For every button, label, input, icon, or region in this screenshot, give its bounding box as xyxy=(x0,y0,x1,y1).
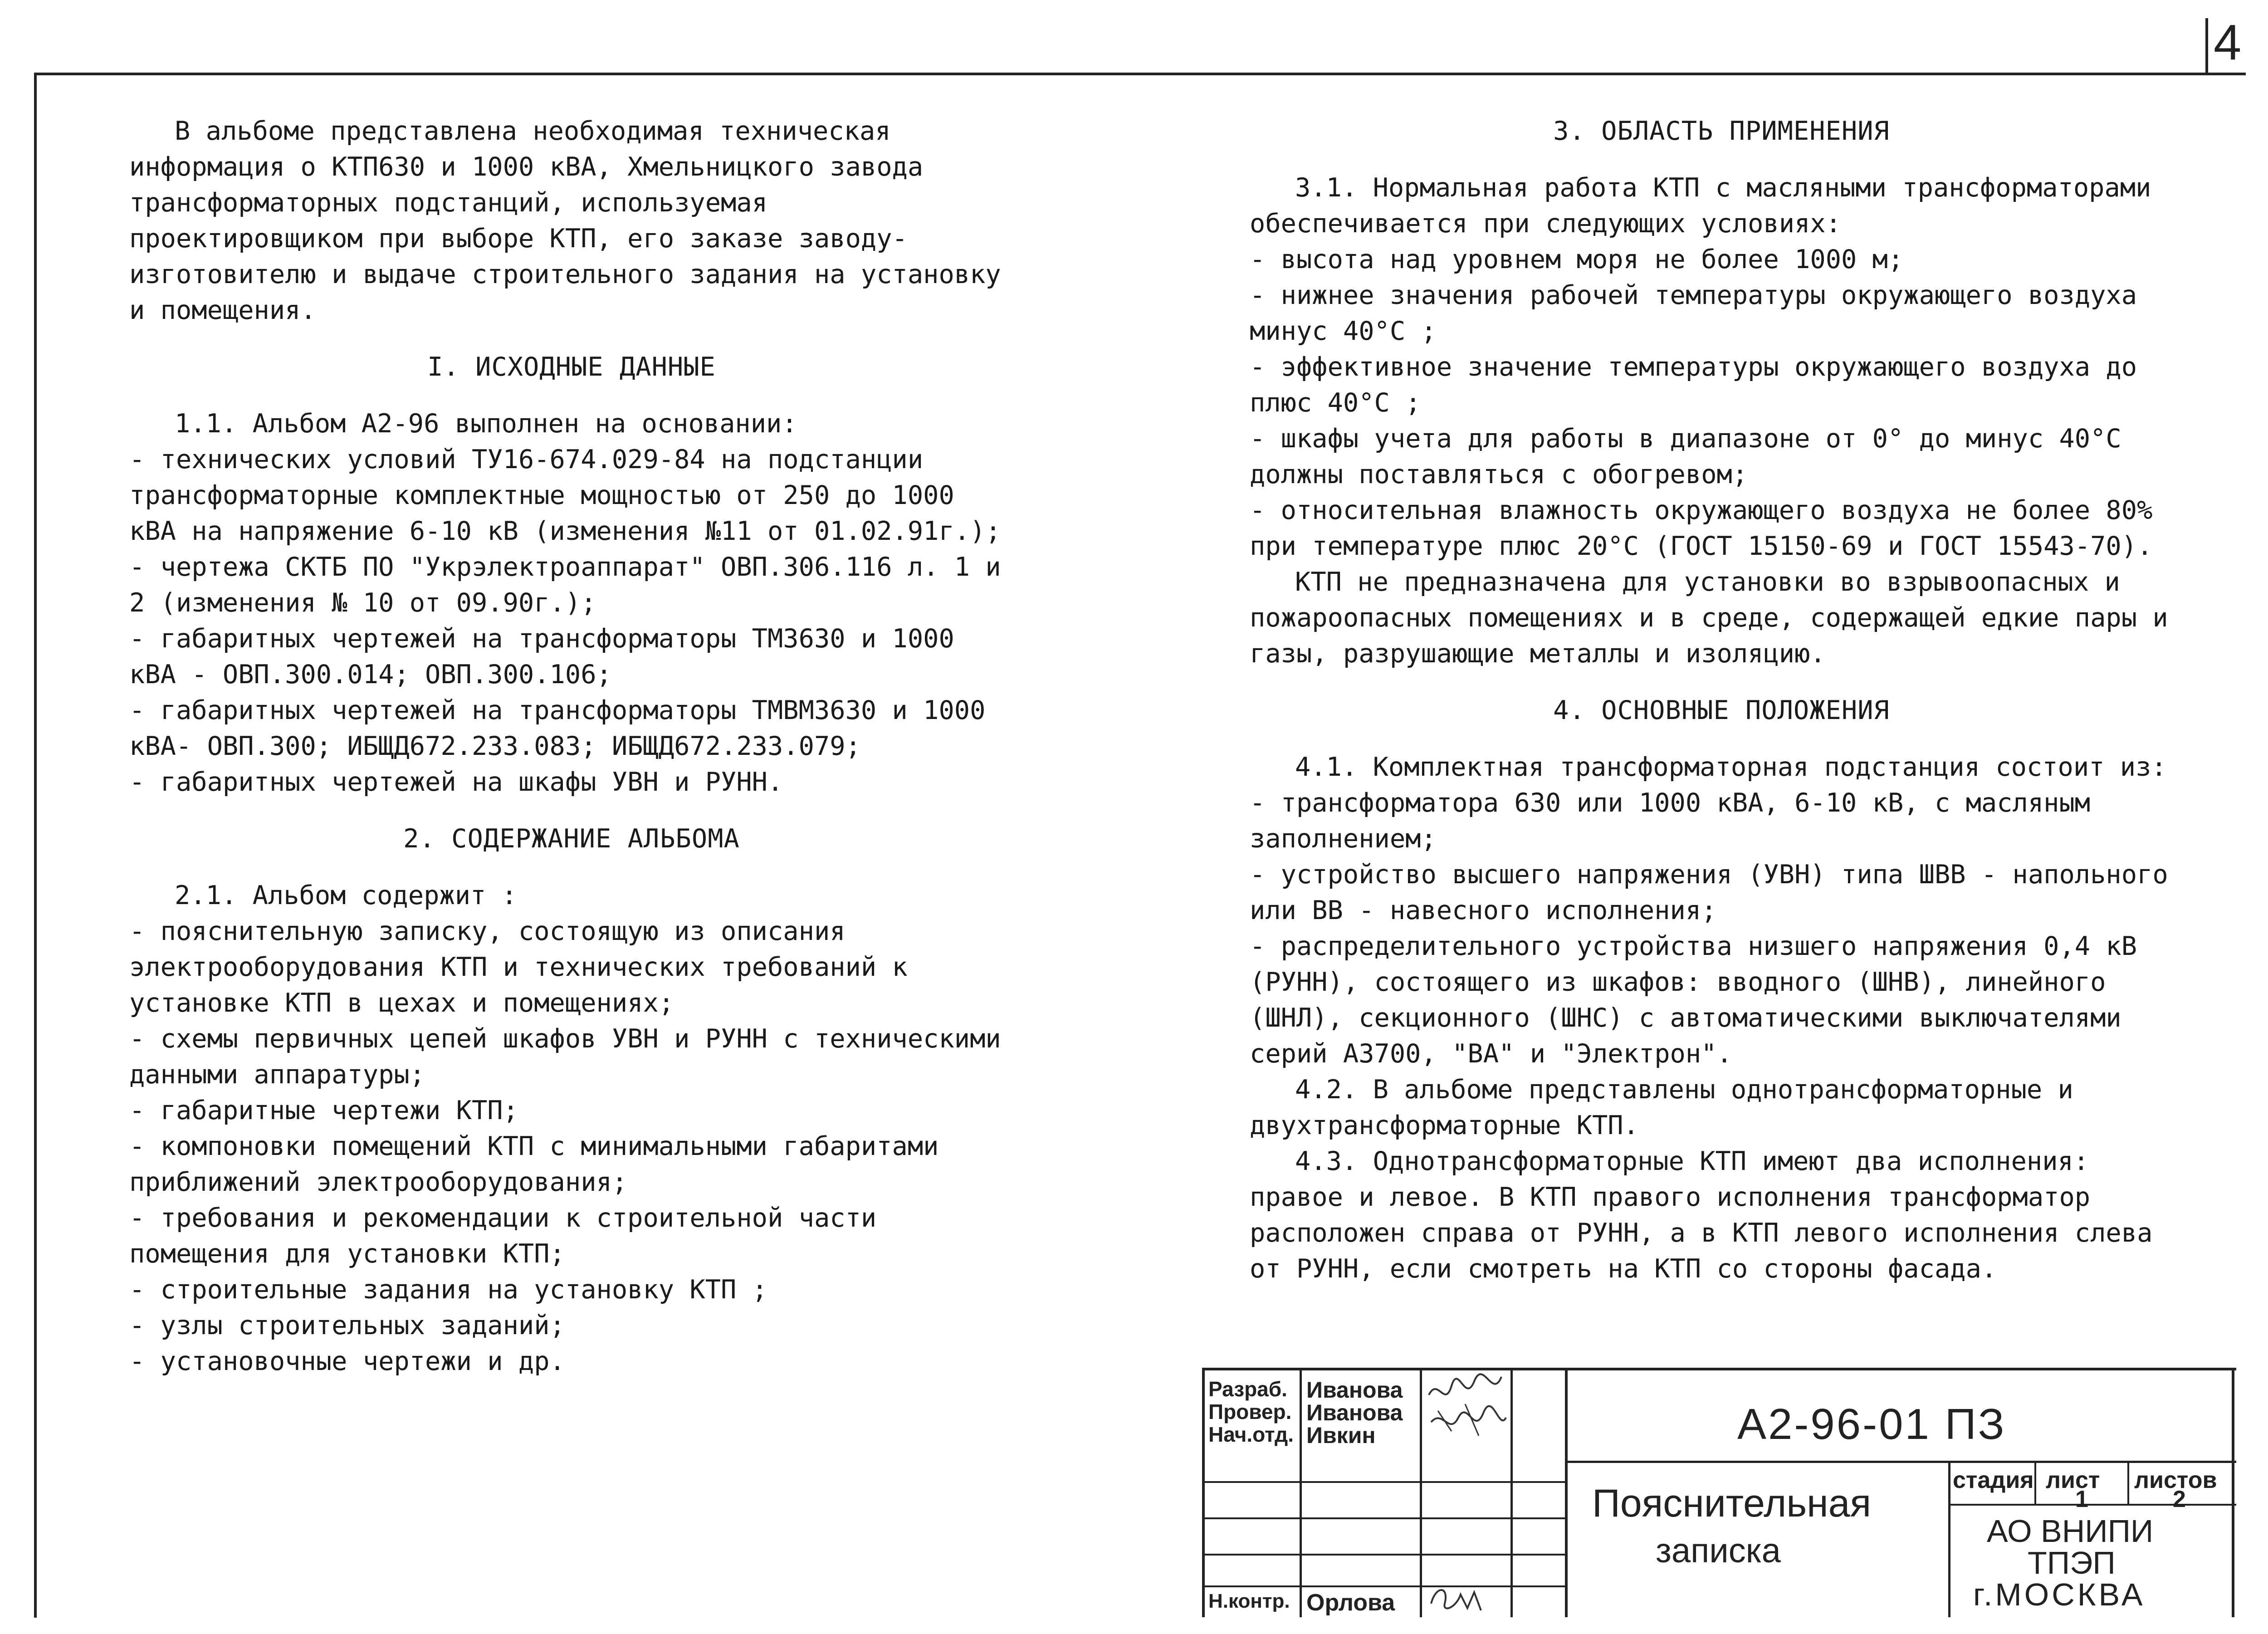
document-designation: А2-96-01 ПЗ xyxy=(1737,1400,2006,1448)
sheets-total: 2 xyxy=(2173,1486,2186,1512)
organization-line2: ТПЭП xyxy=(2028,1545,2116,1580)
sheet-label: лист xyxy=(2046,1467,2100,1493)
list-item: - габаритные чертежи КТП; xyxy=(129,1096,518,1125)
list-item: - чертежа СКТБ ПО "Укрэлектроаппарат" ОВП.306.116 л. 1 и 2 (изменения № 10 от 09.90г.); xyxy=(129,552,1001,618)
list-item: - распределительного устройства низшего напряжения 0,4 кВ (РУНН), состоящего из шкафов: вводного (ШНВ), линейного (ШНЛ), секционного (ШНС) с автоматическими выключателями серий А3700, "ВА" и "Электрон". xyxy=(1250,931,2137,1069)
role-checker: Провер. xyxy=(1208,1400,1292,1424)
right-column xyxy=(1250,113,2193,1287)
list-item: - относительная влажность окружающего воздуха не более 80% при температуре плюс 20°С (ГОСТ 15150-69 и ГОСТ 15543-70). xyxy=(1250,495,2153,561)
clause-3-note: КТП не предназначена для установки во взрывоопасных и пожароопасных помещениях и в среде, содержащей едкие пары и газы, разрушающие металлы и изоляцию. xyxy=(1250,567,2168,669)
section-1-title: I. ИСХОДНЫЕ ДАННЫЕ xyxy=(427,352,716,382)
clause-4-1: 4.1. Комплектная трансформаторная подстанция состоит из: xyxy=(1295,752,2167,782)
clause-4-3: 4.3. Однотрансформаторные КТП имеют два исполнения: правое и левое. В КТП правого исполнения трансформатор расположен справа от РУНН, а в КТП левого исполнения слева от РУНН, если смотреть на КТП со стороны фасада. xyxy=(1250,1146,2153,1284)
clause-4-2: 4.2. В альбоме представлены однотрансформаторные и двухтрансформаторные КТП. xyxy=(1250,1075,2073,1140)
section-2-title: 2. СОДЕРЖАНИЕ АЛЬБОМА xyxy=(403,824,740,854)
name-norm-control: Орлова xyxy=(1306,1590,1395,1616)
list-item: - технических условий ТУ16-674.029-84 на подстанции трансформаторные комплектные мощностью от 250 до 1000 кВА на напряжение 6-10 кВ (изменения №11 от 01.02.91г.); xyxy=(129,445,1001,546)
list-item: - устройство высшего напряжения (УВН) типа ШВВ - напольного или ВВ - навесного исполнения; xyxy=(1250,860,2168,925)
name-dept-head: Ивкин xyxy=(1306,1423,1376,1448)
clause-2-1: 2.1. Альбом содержит : xyxy=(175,881,517,910)
list-item: - пояснительную записку, состоящую из описания электрооборудования КТП и технических требований к установке КТП в цехах и помещениях; xyxy=(129,916,908,1018)
intro-paragraph: В альбоме представлена необходимая техническая информация о КТП630 и 1000 кВА, Хмельницкого завода трансформаторных подстанций, используемая проектировщиком при выборе КТП, его заказе заводу-изготовителю и выдаче строительного задания на установку и помещения. xyxy=(129,116,1001,325)
section-3-title: 3. ОБЛАСТЬ ПРИМЕНЕНИЯ xyxy=(1553,116,1890,146)
document-title-line2: записка xyxy=(1656,1531,1781,1570)
list-item: - трансформатора 630 или 1000 кВА, 6-10 кВ, с масляным заполнением; xyxy=(1250,788,2091,854)
list-item: - компоновки помещений КТП с минимальными габаритами приближений электрооборудования; xyxy=(129,1131,939,1197)
organization-city: г.МОСКВА xyxy=(1973,1577,2146,1612)
sheet-number: 1 xyxy=(2075,1486,2088,1512)
list-item: - нижнее значения рабочей температуры окружающего воздуха минус 40°С ; xyxy=(1250,280,2137,346)
page-number: 4 xyxy=(2214,15,2242,70)
section-4-title: 4. ОСНОВНЫЕ ПОЛОЖЕНИЯ xyxy=(1553,695,1890,725)
name-developer: Иванова xyxy=(1306,1377,1403,1403)
list-item: - строительные задания на установку КТП ; xyxy=(129,1275,767,1305)
title-block xyxy=(1202,1368,2236,1617)
clause-3-1: 3.1. Нормальная работа КТП с масляными трансформаторами обеспечивается при следующих условиях: xyxy=(1250,173,2151,239)
list-item: - габаритных чертежей на трансформаторы ТМВМЗ630 и 1000 кВА- ОВП.300; ИБЩД672.233.083; ИБЩД672.233.079; xyxy=(129,695,986,761)
role-dept-head: Нач.отд. xyxy=(1208,1423,1294,1446)
organization-line1: АО ВНИПИ xyxy=(1987,1513,2154,1549)
role-norm-control: Н.контр. xyxy=(1208,1590,1290,1612)
list-item: - эффективное значение температуры окружающего воздуха до плюс 40°С ; xyxy=(1250,352,2137,418)
list-item: - габаритных чертежей на трансформаторы ТМЗ630 и 1000 кВА - ОВП.300.014; ОВП.300.106; xyxy=(129,624,954,690)
sheets-label: листов xyxy=(2134,1467,2217,1493)
list-item: - узлы строительных заданий; xyxy=(129,1311,565,1340)
list-item: - габаритных чертежей на шкафы УВН и РУНН. xyxy=(129,767,783,797)
stage-label: стадия xyxy=(1953,1467,2034,1493)
list-item: - схемы первичных цепей шкафов УВН и РУНН с техническими данными аппаратуры; xyxy=(129,1024,1001,1090)
list-item: - высота над уровнем моря не более 1000 м; xyxy=(1250,245,1904,274)
list-item: - требования и рекомендации к строительной части помещения для установки КТП; xyxy=(129,1203,877,1269)
corner-divider xyxy=(2205,18,2208,73)
clause-1-1: 1.1. Альбом А2-96 выполнен на основании: xyxy=(175,409,797,439)
role-developer: Разраб. xyxy=(1208,1377,1287,1401)
name-checker: Иванова xyxy=(1306,1400,1403,1425)
list-item: - шкафы учета для работы в диапазоне от 0° до минус 40°С должны поставляться с обогревом; xyxy=(1250,424,2121,489)
signatures-graphic xyxy=(1424,1368,1508,1458)
norm-control-signature xyxy=(1424,1581,1508,1617)
document-title-line1: Пояснительная xyxy=(1592,1482,1872,1525)
left-column xyxy=(129,113,1014,1380)
list-item: - установочные чертежи и др. xyxy=(129,1346,565,1376)
